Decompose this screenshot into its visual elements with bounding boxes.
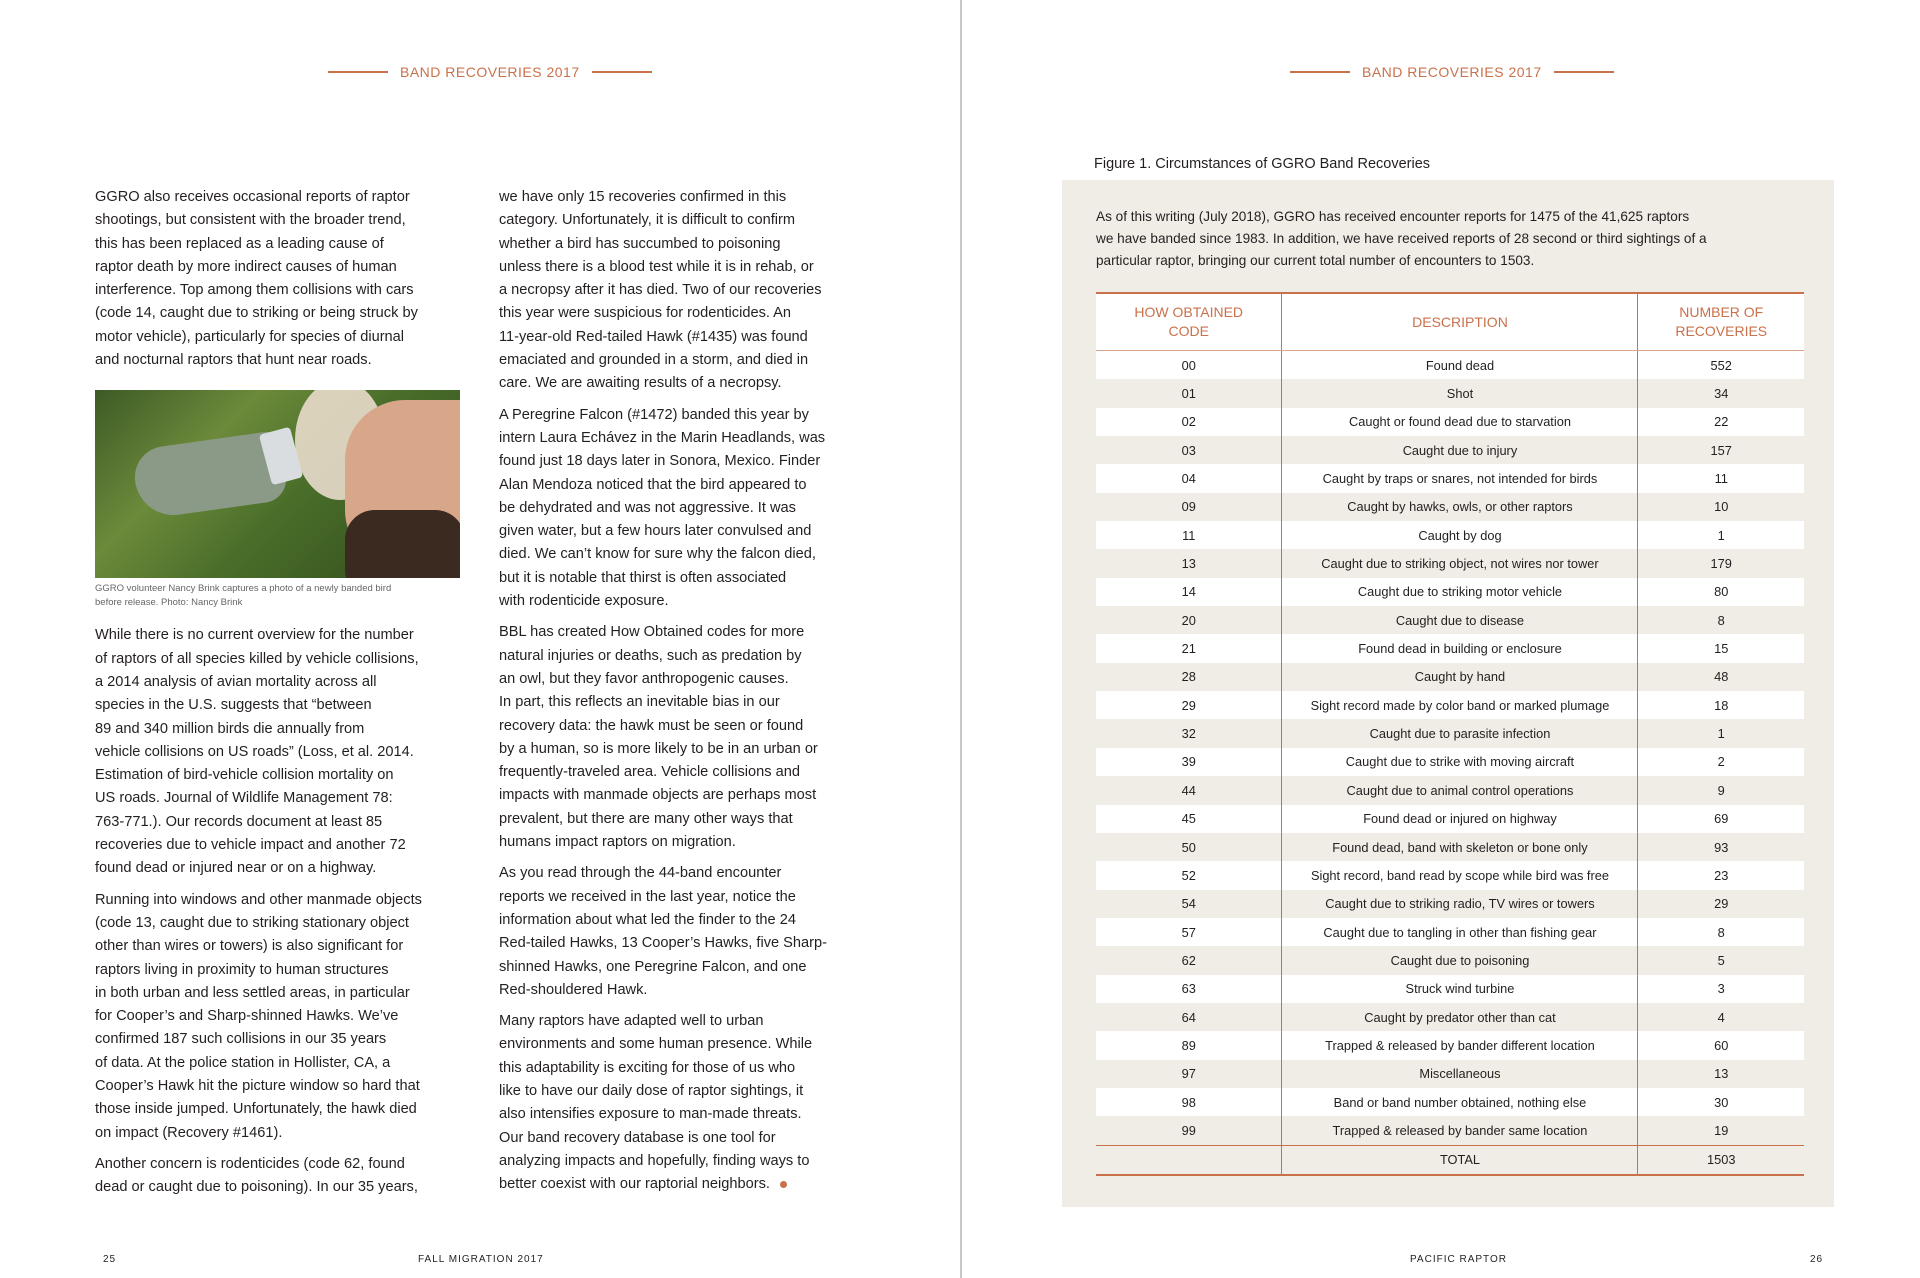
code-cell: 02 [1181,414,1196,430]
recoveries-table [1096,292,1804,1176]
code-cell: 11 [1182,527,1196,543]
code-cell: 09 [1181,499,1196,515]
table-row [1096,493,1804,521]
description-cell: Caught by traps or snares, not intended for birds [1281,464,1638,492]
header-code: HOW OBTAINED CODE [1134,304,1244,339]
description-cell: Sight record made by color band or marked plumage [1281,691,1638,719]
recoveries-cell: 69 [1714,811,1729,827]
paragraph-final [499,1010,844,1196]
running-head [328,64,652,80]
code-cell: 39 [1181,754,1196,770]
right-page [962,0,1920,1278]
recoveries-cell: 1 [1717,527,1725,543]
code-cell: 01 [1181,386,1196,402]
description-cell: Caught due to animal control operations [1281,776,1638,804]
table-row [1096,748,1804,776]
recoveries-cell: 5 [1717,952,1725,968]
description-cell: Caught by predator other than cat [1281,1003,1638,1031]
description-cell: Caught due to injury [1281,436,1638,464]
header-recoveries: NUMBER OF RECOVERIES [1675,304,1768,339]
table-row [1096,946,1804,974]
table-row [1096,1060,1804,1088]
total-value: 1503 [1707,1152,1736,1168]
description-cell: Caught due to poisoning [1281,946,1638,974]
table-row [1096,521,1804,549]
code-cell: 97 [1181,1066,1196,1082]
paragraph: GGRO also receives occasional reports of raptor shootings, but consistent with the broader trend, this has been replaced as a leading cause of raptor death by more indirect causes of human interference. Top among them collisions with cars (code 14, caught due to striking or being struck by motor vehicle), particularly for species of diurnal and nocturnal raptors that hunt near roads. [95,189,418,369]
paragraph: BBL has created How Obtained codes for more natural injuries or deaths, such as predation by an owl, but they favor anthropogenic causes. In part, this reflects an inevitable bias in our recovery data: the hawk must be seen or found by a human, so is more likely to be in an urban or frequently-traveled area. Vehicle collisions and impacts with manmade objects are perhaps most prevalent, but there are many other ways that humans impact raptors on migration. [499,624,818,851]
table-row [1096,351,1804,379]
running-head-rule-right [592,71,652,73]
description-cell: Caught due to striking motor vehicle [1281,578,1638,606]
table-row [1096,833,1804,861]
figure-box [1062,180,1834,1207]
hawk-band-photo [95,390,460,578]
table-row [1096,691,1804,719]
code-cell: 00 [1181,357,1196,373]
recoveries-cell: 30 [1714,1094,1729,1110]
description-cell: Found dead in building or enclosure [1281,634,1638,662]
end-mark-icon [780,1181,787,1188]
description-cell: Trapped & released by bander same location [1281,1116,1638,1144]
table-row [1096,408,1804,436]
recoveries-cell: 3 [1717,981,1725,997]
header-description: DESCRIPTION [1281,294,1638,350]
page-number: 26 [1810,1254,1824,1265]
paragraph: While there is no current overview for the number of raptors of all species killed by vehicle collisions, a 2014 analysis of avian mortality across all species in the U.S. suggests that “between 89 and 340 million birds die annually from vehicle collisions on US roads” (Loss, et al. 2014. Estimation of bird-vehicle collision mortality on US roads. Journal of Wildlife Management 78: 763-771.). Our records document at least 85 recoveries due to vehicle impact and another 72 found dead or injured near or on a highway. [95,627,419,877]
table-header [1096,294,1804,351]
code-cell: 89 [1181,1037,1196,1053]
recoveries-cell: 4 [1717,1009,1725,1025]
description-cell: Caught by hawks, owls, or other raptors [1281,493,1638,521]
table-row [1096,1003,1804,1031]
recoveries-cell: 34 [1714,386,1729,402]
photo-caption: GGRO volunteer Nancy Brink captures a photo of a newly banded bird before release. Photo: Nancy Brink [95,583,392,609]
table-row [1096,719,1804,747]
description-cell: Caught due to striking object, not wires nor tower [1281,549,1638,577]
running-head [1290,64,1614,80]
paragraph: Running into windows and other manmade objects (code 13, caught due to striking stationary object other than wires or towers) is also significant for raptors living in proximity to human structures in both urban and less settled areas, in particular for Cooper’s and Sharp-shinned Hawks. We’ve confirmed 187 such collisions in our 35 years of data. At the police station in Hollister, CA, a Cooper’s Hawk hit the picture window so hard that those inside jumped. Unfortunately, the hawk died on impact (Recovery #1461). [95,891,422,1141]
code-cell: 13 [1181,556,1196,572]
description-cell: Caught due to parasite infection [1281,719,1638,747]
table-row [1096,1088,1804,1116]
description-cell: Found dead or injured on highway [1281,805,1638,833]
code-cell: 98 [1181,1094,1196,1110]
description-cell: Caught by dog [1281,521,1638,549]
code-cell: 54 [1181,896,1196,912]
paragraph: we have only 15 recoveries confirmed in this category. Unfortunately, it is difficult to confirm whether a bird has succumbed to poisoning unless there is a blood test while it is in rehab, or a necropsy after it has died. Two of our recoveries this year were suspicious for rodenticides. An 11-year-old Red-tailed Hawk (#1435) was found emaciated and grounded in a storm, and died in care. We are awaiting results of a necropsy. [499,189,822,392]
table-row [1096,379,1804,407]
recoveries-cell: 19 [1714,1122,1729,1138]
code-cell: 99 [1181,1122,1196,1138]
running-head-rule-left [1290,71,1350,73]
code-cell: 64 [1181,1009,1196,1025]
table-row [1096,464,1804,492]
code-cell: 29 [1181,697,1196,713]
description-cell: Trapped & released by bander different location [1281,1031,1638,1059]
paragraph: As you read through the 44-band encounter reports we received in the last year, notice the information about what led the finder to the 24 Red-tailed Hawks, 13 Cooper’s Hawks, five Sharp- shinned Hawks, one Peregrine Falcon, and one Red-shouldered Hawk. [499,865,827,998]
running-head-text: BAND RECOVERIES 2017 [400,64,580,80]
description-cell: Caught by hand [1281,663,1638,691]
table-row [1096,805,1804,833]
code-cell: 45 [1181,811,1196,827]
paragraph: Another concern is rodenticides (code 62, found dead or caught due to poisoning). In our 35 years, [95,1155,418,1196]
code-cell: 20 [1181,612,1196,628]
table-body [1096,351,1804,1145]
recoveries-cell: 10 [1714,499,1729,515]
paragraph: A Peregrine Falcon (#1472) banded this year by intern Laura Echávez in the Marin Headlands, was found just 18 days later in Sonora, Mexico. Finder Alan Mendoza noticed that the bird appeared to be dehydrated and was not aggressive. It was given water, but a few hours later convulsed and died. We can’t know for sure why the falcon died, but it is notable that thirst is often associated with rodenticide exposure. [499,406,826,610]
recoveries-cell: 23 [1714,867,1729,883]
recoveries-cell: 8 [1717,924,1725,940]
total-label: TOTAL [1281,1146,1638,1174]
table-row [1096,776,1804,804]
description-cell: Caught due to disease [1281,606,1638,634]
code-cell: 50 [1181,839,1196,855]
recoveries-cell: 22 [1714,414,1729,430]
code-cell: 63 [1181,981,1196,997]
recoveries-cell: 2 [1717,754,1725,770]
table-row [1096,549,1804,577]
table-row [1096,861,1804,889]
total-code-cell [1096,1146,1281,1174]
recoveries-cell: 48 [1714,669,1729,685]
description-cell: Sight record, band read by scope while bird was free [1281,861,1638,889]
description-cell: Caught due to strike with moving aircraft [1281,748,1638,776]
recoveries-cell: 1 [1717,726,1725,742]
description-cell: Miscellaneous [1281,1060,1638,1088]
recoveries-cell: 80 [1714,584,1729,600]
code-cell: 52 [1181,867,1196,883]
recoveries-cell: 18 [1714,697,1729,713]
code-cell: 28 [1181,669,1196,685]
footer-title: PACIFIC RAPTOR [1410,1254,1507,1265]
code-cell: 62 [1181,952,1196,968]
description-cell: Caught or found dead due to starvation [1281,408,1638,436]
recoveries-cell: 8 [1717,612,1725,628]
recoveries-cell: 157 [1710,442,1732,458]
code-cell: 57 [1181,924,1196,940]
table-row [1096,634,1804,662]
paragraph-text: Many raptors have adapted well to urban environments and some human presence. While this adaptability is exciting for those of us who like to have our daily dose of raptor sightings, it also intensifies exposure to man-made threats. Our band recovery database is one tool for analyzing impacts and hopefully, finding ways to better coexist with our raptorial neighbors. [499,1013,813,1193]
table-row [1096,918,1804,946]
code-cell: 44 [1181,782,1196,798]
running-head-text: BAND RECOVERIES 2017 [1362,64,1542,80]
page-number: 25 [103,1254,117,1265]
recoveries-cell: 9 [1717,782,1725,798]
text-column-1 [95,186,445,1208]
table-row [1096,1031,1804,1059]
running-head-rule-right [1554,71,1614,73]
description-cell: Found dead, band with skeleton or bone only [1281,833,1638,861]
recoveries-cell: 179 [1710,556,1732,572]
description-cell: Struck wind turbine [1281,975,1638,1003]
table-row [1096,436,1804,464]
footer-title: FALL MIGRATION 2017 [418,1254,544,1265]
recoveries-cell: 60 [1714,1037,1729,1053]
description-cell: Shot [1281,379,1638,407]
recoveries-cell: 11 [1714,471,1728,487]
description-cell: Band or band number obtained, nothing else [1281,1088,1638,1116]
code-cell: 21 [1181,641,1196,657]
code-cell: 03 [1181,442,1196,458]
code-cell: 04 [1181,471,1196,487]
table-total-row [1096,1145,1804,1174]
table-row [1096,578,1804,606]
running-head-rule-left [328,71,388,73]
figure-intro: As of this writing (July 2018), GGRO has received encounter reports for 1475 of the 41,625 raptors we have banded since 1983. In addition, we have received reports of 28 second or third sightings of a particular raptor, bringing our current total number of encounters to 1503. [1096,209,1707,268]
code-cell: 14 [1181,584,1196,600]
recoveries-cell: 13 [1714,1066,1729,1082]
recoveries-cell: 552 [1710,357,1732,373]
table-row [1096,663,1804,691]
table-row [1096,975,1804,1003]
table-row [1096,1116,1804,1144]
table-row [1096,606,1804,634]
text-column-2 [499,186,844,1204]
figure-title: Figure 1. Circumstances of GGRO Band Recoveries [1094,156,1431,172]
table-row [1096,890,1804,918]
description-cell: Caught due to striking radio, TV wires or towers [1281,890,1638,918]
recoveries-cell: 15 [1714,641,1729,657]
recoveries-cell: 29 [1714,896,1729,912]
description-cell: Caught due to tangling in other than fishing gear [1281,918,1638,946]
code-cell: 32 [1181,726,1196,742]
recoveries-cell: 93 [1714,839,1729,855]
description-cell: Found dead [1281,351,1638,379]
